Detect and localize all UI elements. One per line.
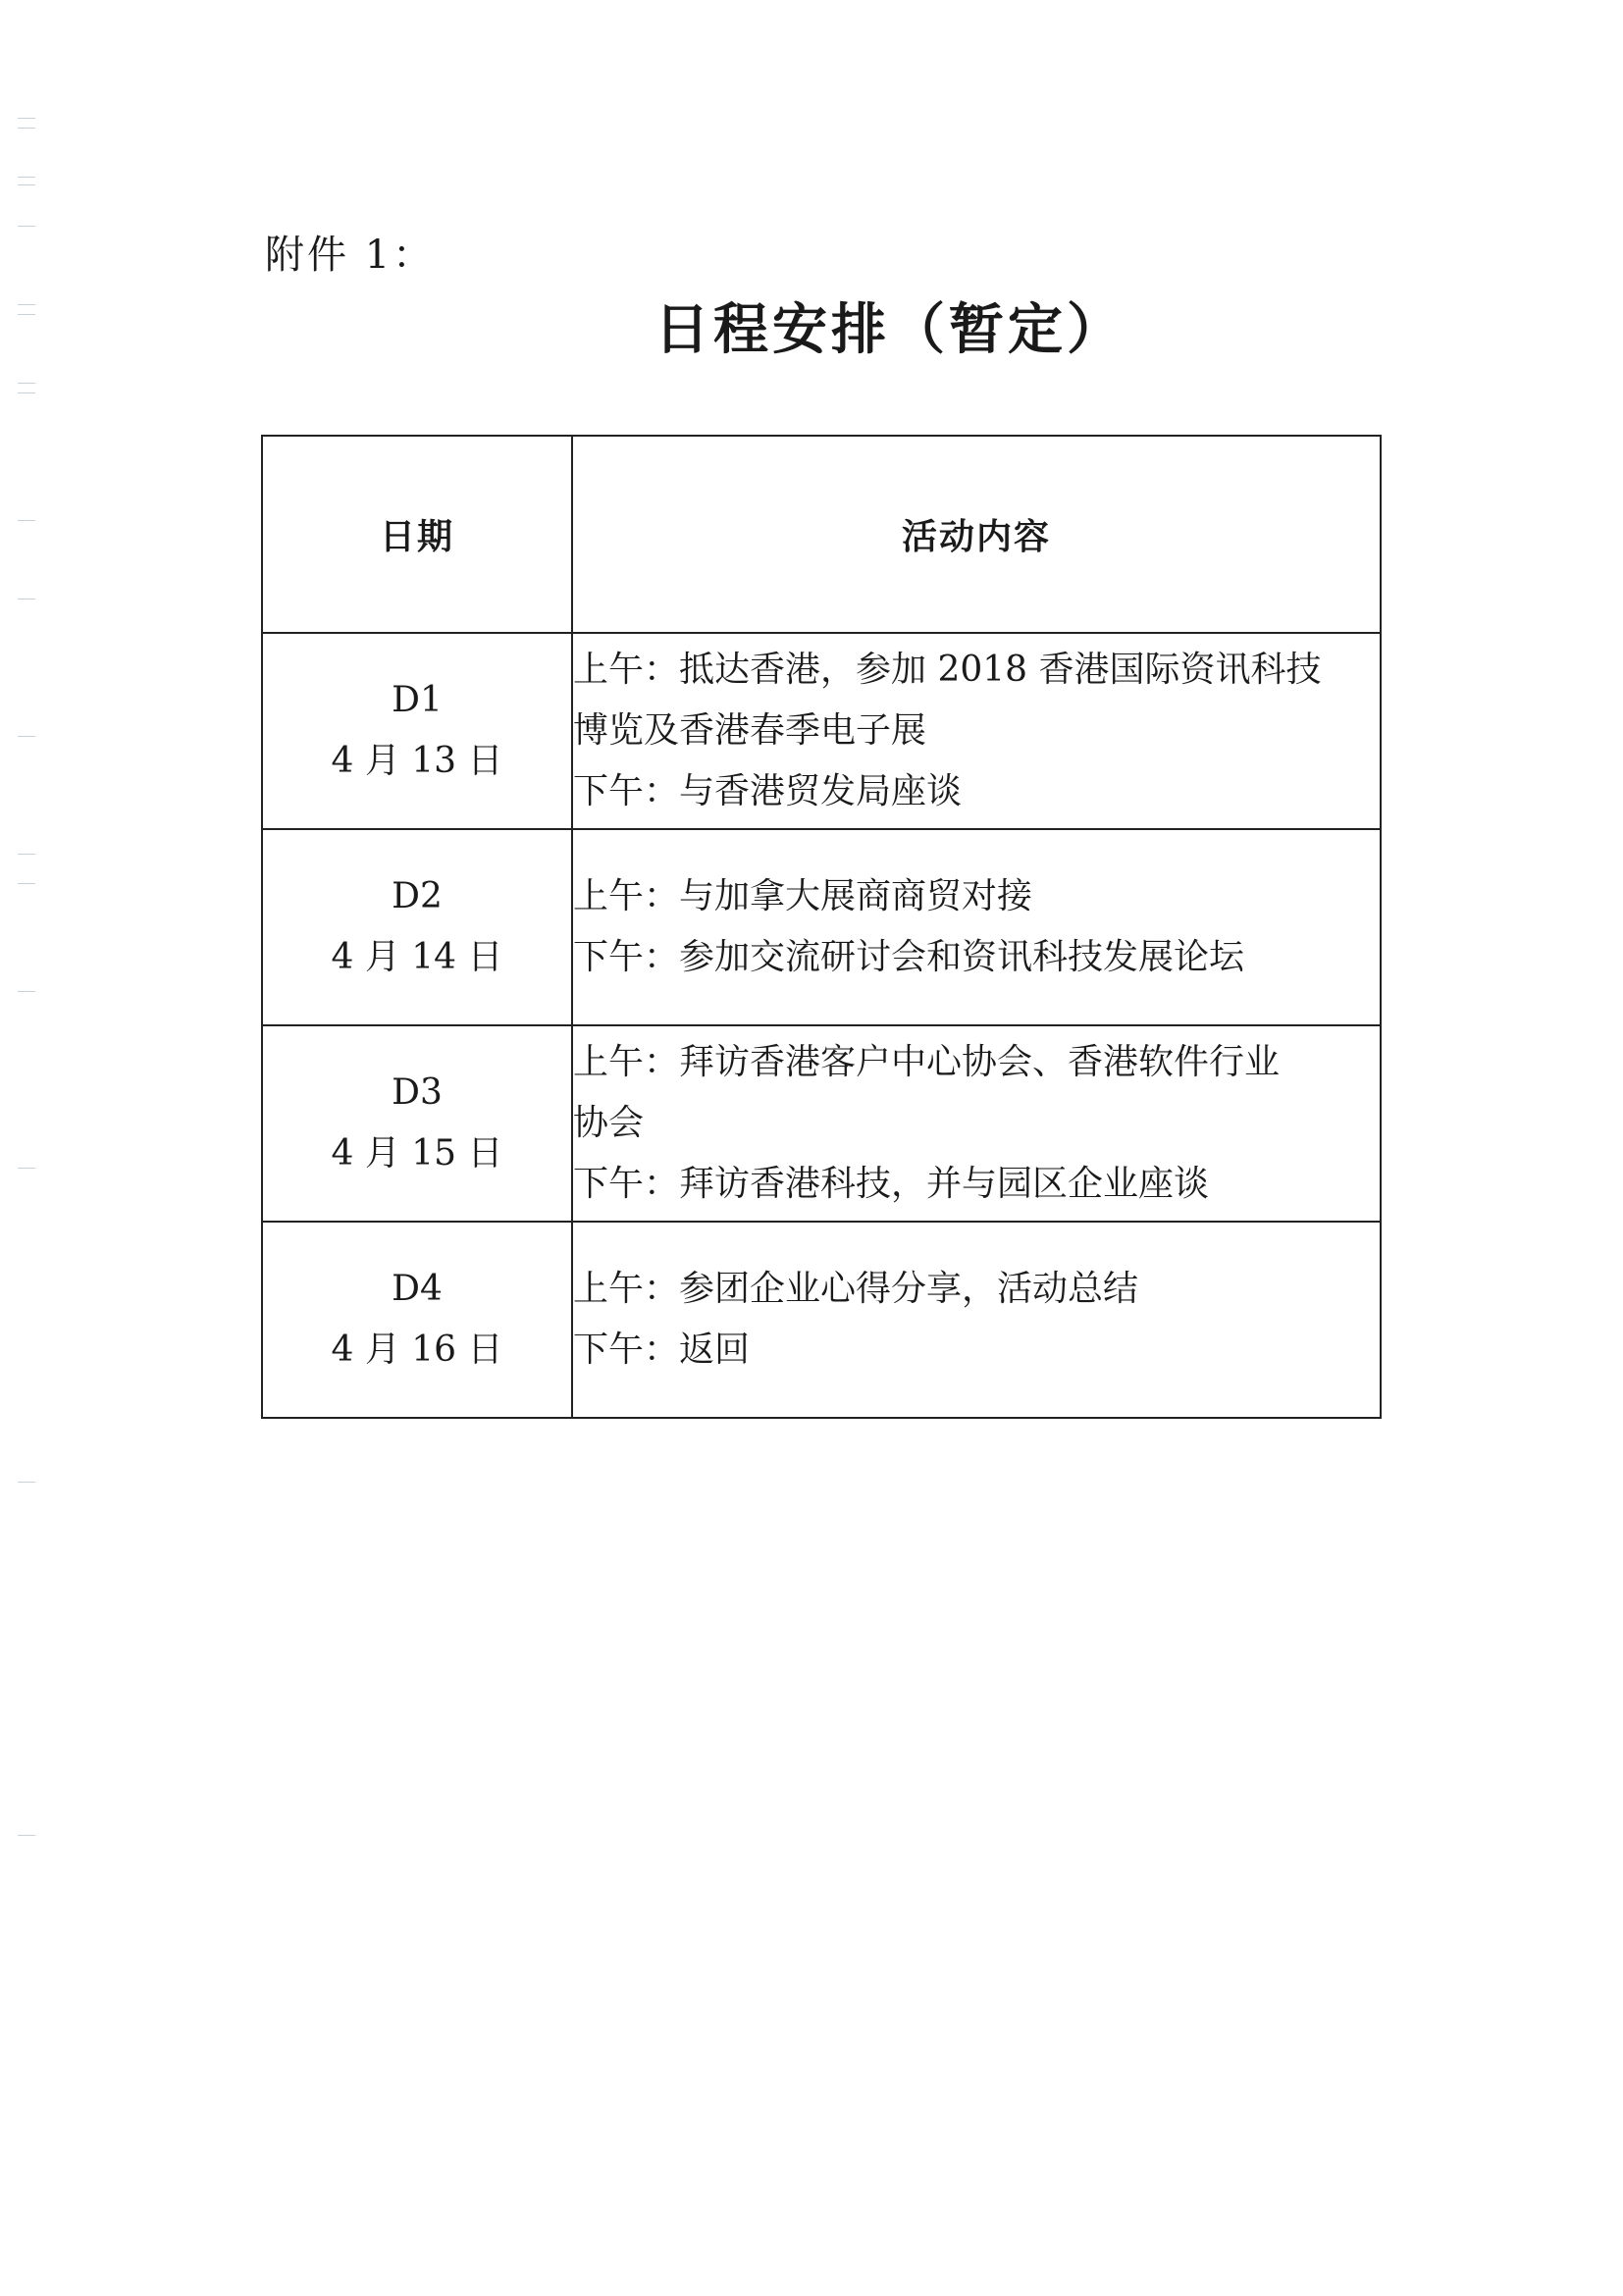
- table-header-row: [262, 436, 1381, 633]
- activity-cell: [572, 1025, 1381, 1222]
- activity-line: 上午：拜访香港客户中心协会、香港软件行业: [573, 1042, 1281, 1082]
- activity-cell: [572, 1222, 1381, 1418]
- table-row: [262, 829, 1381, 1025]
- header-activity: 活动内容: [572, 436, 1381, 633]
- activity-cell: [572, 829, 1381, 1025]
- activity-line: 下午：参加交流研讨会和资讯科技发展论坛: [573, 937, 1245, 977]
- table-row: [262, 1222, 1381, 1418]
- activity-line: 协会: [573, 1103, 645, 1143]
- date-cell: [262, 1222, 572, 1418]
- header-date: 日期: [262, 436, 572, 633]
- day-label: D3: [392, 1072, 443, 1113]
- day-label: D4: [392, 1269, 443, 1309]
- table-row: [262, 1025, 1381, 1222]
- date-cell: [262, 633, 572, 829]
- scan-edge-marks: [12, 108, 41, 1972]
- date-label: 4 月 14 日: [331, 937, 503, 977]
- page-title: 日程安排（暂定）: [654, 298, 1126, 362]
- activity-line: 上午：参团企业心得分享，活动总结: [573, 1269, 1139, 1309]
- activity-cell: [572, 633, 1381, 829]
- date-label: 4 月 15 日: [331, 1133, 503, 1174]
- activity-line: 上午：抵达香港，参加 2018 香港国际资讯科技: [573, 650, 1322, 690]
- date-label: 4 月 13 日: [331, 741, 503, 781]
- date-cell: [262, 829, 572, 1025]
- day-label: D1: [392, 680, 443, 720]
- activity-line: 上午：与加拿大展商商贸对接: [573, 876, 1033, 916]
- table-row: [262, 633, 1381, 829]
- attachment-label: 附件 1：: [265, 233, 436, 278]
- activity-line: 下午：拜访香港科技，并与园区企业座谈: [573, 1164, 1210, 1204]
- activity-line: 下午：返回: [573, 1330, 751, 1370]
- activity-line: 博览及香港春季电子展: [573, 710, 927, 751]
- day-label: D2: [392, 876, 443, 916]
- date-cell: [262, 1025, 572, 1222]
- activity-line: 下午：与香港贸发局座谈: [573, 771, 963, 811]
- schedule-table: [261, 435, 1382, 1419]
- date-label: 4 月 16 日: [331, 1330, 503, 1370]
